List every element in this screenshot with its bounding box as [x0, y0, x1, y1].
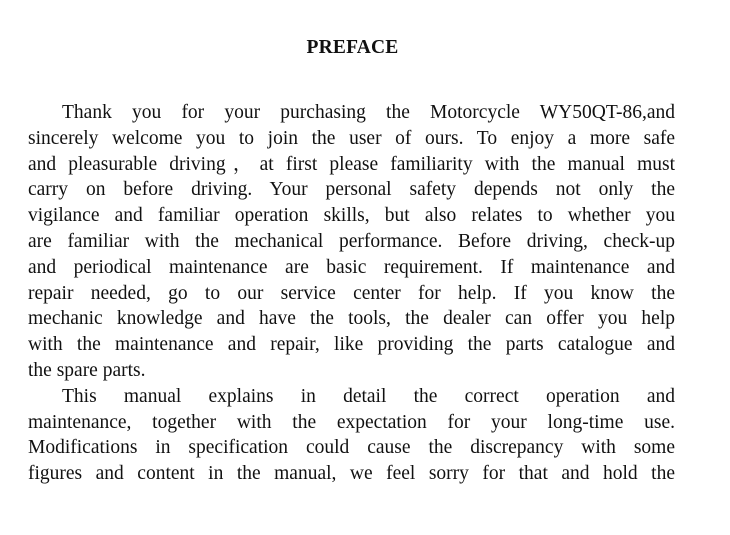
text-line: maintenance, together with the expectation for your long-time use.: [28, 411, 675, 433]
text-line: vigilance and familiar operation skills, but also relates to whether you: [28, 205, 675, 227]
text-line: are familiar with the mechanical performance. Before driving, check-up: [28, 230, 675, 252]
text-line: sincerely welcome you to join the user of ours. To enjoy a more safe: [28, 127, 675, 149]
paragraph-2: [28, 384, 675, 487]
text-line: repair needed, go to our service center for help. If you know the: [28, 282, 675, 304]
text-line: with the maintenance and repair, like providing the parts catalogue and: [28, 334, 675, 356]
text-line: Modifications in specification could cause the discrepancy with some: [28, 437, 675, 459]
paragraph-1: [28, 100, 675, 384]
text-line: and pleasurable driving，at first please familiarity with the manual must: [28, 153, 675, 175]
document-body: [28, 100, 675, 487]
page-title: PREFACE: [306, 37, 399, 58]
text-line: mechanic knowledge and have the tools, the dealer can offer you help: [28, 308, 675, 330]
text-line: This manual explains in detail the correct operation and: [62, 385, 675, 407]
text-line: Thank you for your purchasing the Motorcycle WY50QT-86,and: [62, 102, 675, 123]
text-line: carry on before driving. Your personal safety depends not only the: [28, 179, 675, 201]
text-line: and periodical maintenance are basic requirement. If maintenance and: [28, 256, 675, 278]
text-line: the spare parts.: [28, 359, 146, 381]
text-line: figures and content in the manual, we feel sorry for that and hold the: [28, 463, 675, 485]
